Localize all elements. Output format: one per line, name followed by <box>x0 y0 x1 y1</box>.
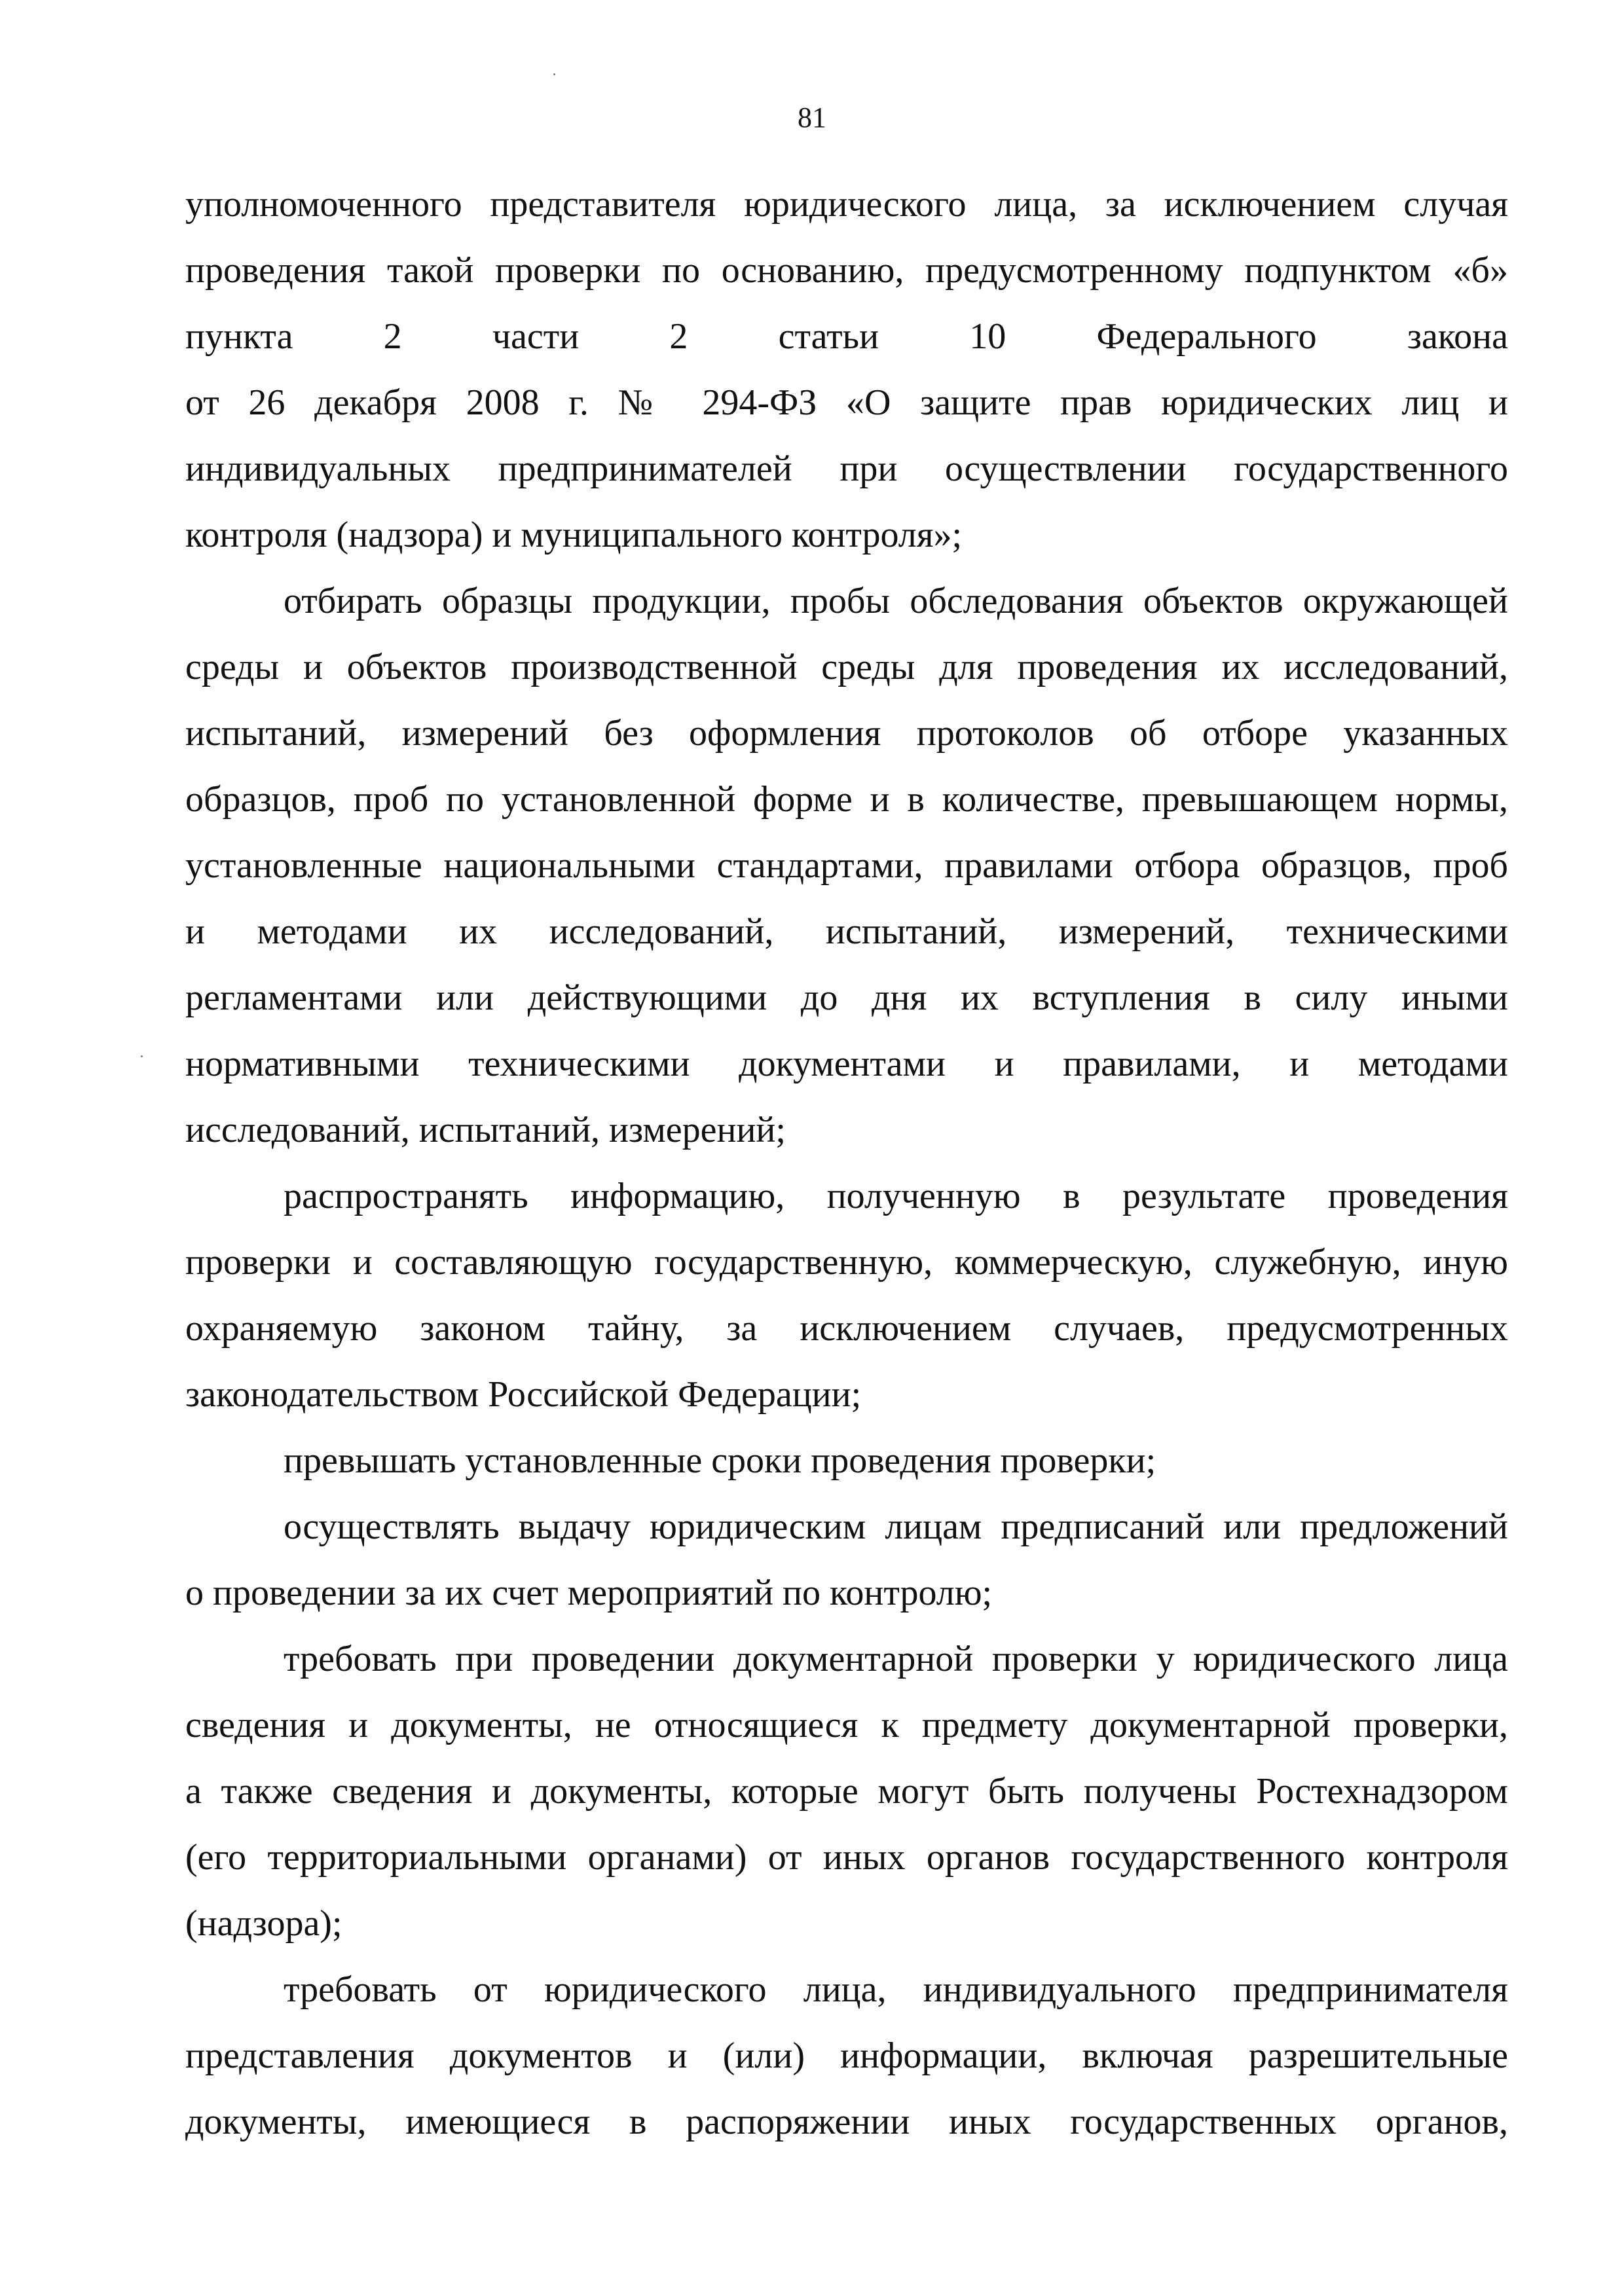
paragraph-first-line: требовать от юридического лица, индивидуального предпринимателя <box>284 1969 1508 2010</box>
text-line: испытаний, измерений без оформления протоколов об отборе указанных <box>185 713 1508 754</box>
text-line: пункта 2 части 2 статьи 10 Федерального закона <box>185 316 1508 357</box>
text-line: образцов, проб по установленной форме и в количестве, превышающем нормы, <box>185 779 1508 820</box>
scan-speck <box>553 73 555 75</box>
paragraph-first-line: отбирать образцы продукции, пробы обследования объектов окружающей <box>284 581 1508 621</box>
paragraph-first-line: распространять информацию, полученную в результате проведения <box>284 1176 1508 1216</box>
text-line: сведения и документы, не относящиеся к предмету документарной проверки, <box>185 1705 1508 1745</box>
text-line: нормативными техническими документами и правилами, и методами <box>185 1044 1508 1084</box>
text-line: (надзора); <box>185 1903 342 1944</box>
text-line: регламентами или действующими до дня их вступления в силу иными <box>185 977 1508 1018</box>
text-line: уполномоченного представителя юридического лица, за исключением случая <box>185 184 1508 225</box>
text-line: законодательством Российской Федерации; <box>185 1374 862 1415</box>
text-line: о проведении за их счет мероприятий по контролю; <box>185 1573 993 1613</box>
text-line: охраняемую законом тайну, за исключением случаев, предусмотренных <box>185 1308 1508 1349</box>
text-line: документы, имеющиеся в распоряжении иных государственных органов, <box>185 2102 1508 2142</box>
paragraph-first-line: осуществлять выдачу юридическим лицам предписаний или предложений <box>284 1506 1508 1547</box>
text-line: индивидуальных предпринимателей при осуществлении государственного <box>185 448 1508 489</box>
scan-speck <box>141 1055 143 1057</box>
text-line: среды и объектов производственной среды для проведения их исследований, <box>185 647 1508 687</box>
text-line: исследований, испытаний, измерений; <box>185 1110 786 1150</box>
text-line: установленные национальными стандартами, правилами отбора образцов, проб <box>185 845 1508 886</box>
document-body <box>185 172 1508 2155</box>
text-line: а также сведения и документы, которые могут быть получены Ростехнадзором <box>185 1771 1508 1812</box>
text-line: контроля (надзора) и муниципального контроля»; <box>185 515 963 555</box>
text-line: и методами их исследований, испытаний, измерений, техническими <box>185 911 1508 952</box>
text-line: проведения такой проверки по основанию, предусмотренному подпунктом «б» <box>185 250 1508 291</box>
page-number: 81 <box>798 101 826 134</box>
paragraph-first-line: превышать установленные сроки проведения проверки; <box>284 1440 1156 1481</box>
text-line: представления документов и (или) информации, включая разрешительные <box>185 2035 1508 2076</box>
text-line: от 26 декабря 2008 г. № 294-ФЗ «О защите прав юридических лиц и <box>185 382 1508 423</box>
text-line: (его территориальными органами) от иных органов государственного контроля <box>185 1837 1508 1878</box>
text-line: проверки и составляющую государственную, коммерческую, служебную, иную <box>185 1242 1508 1283</box>
paragraph-first-line: требовать при проведении документарной проверки у юридического лица <box>284 1639 1508 1679</box>
